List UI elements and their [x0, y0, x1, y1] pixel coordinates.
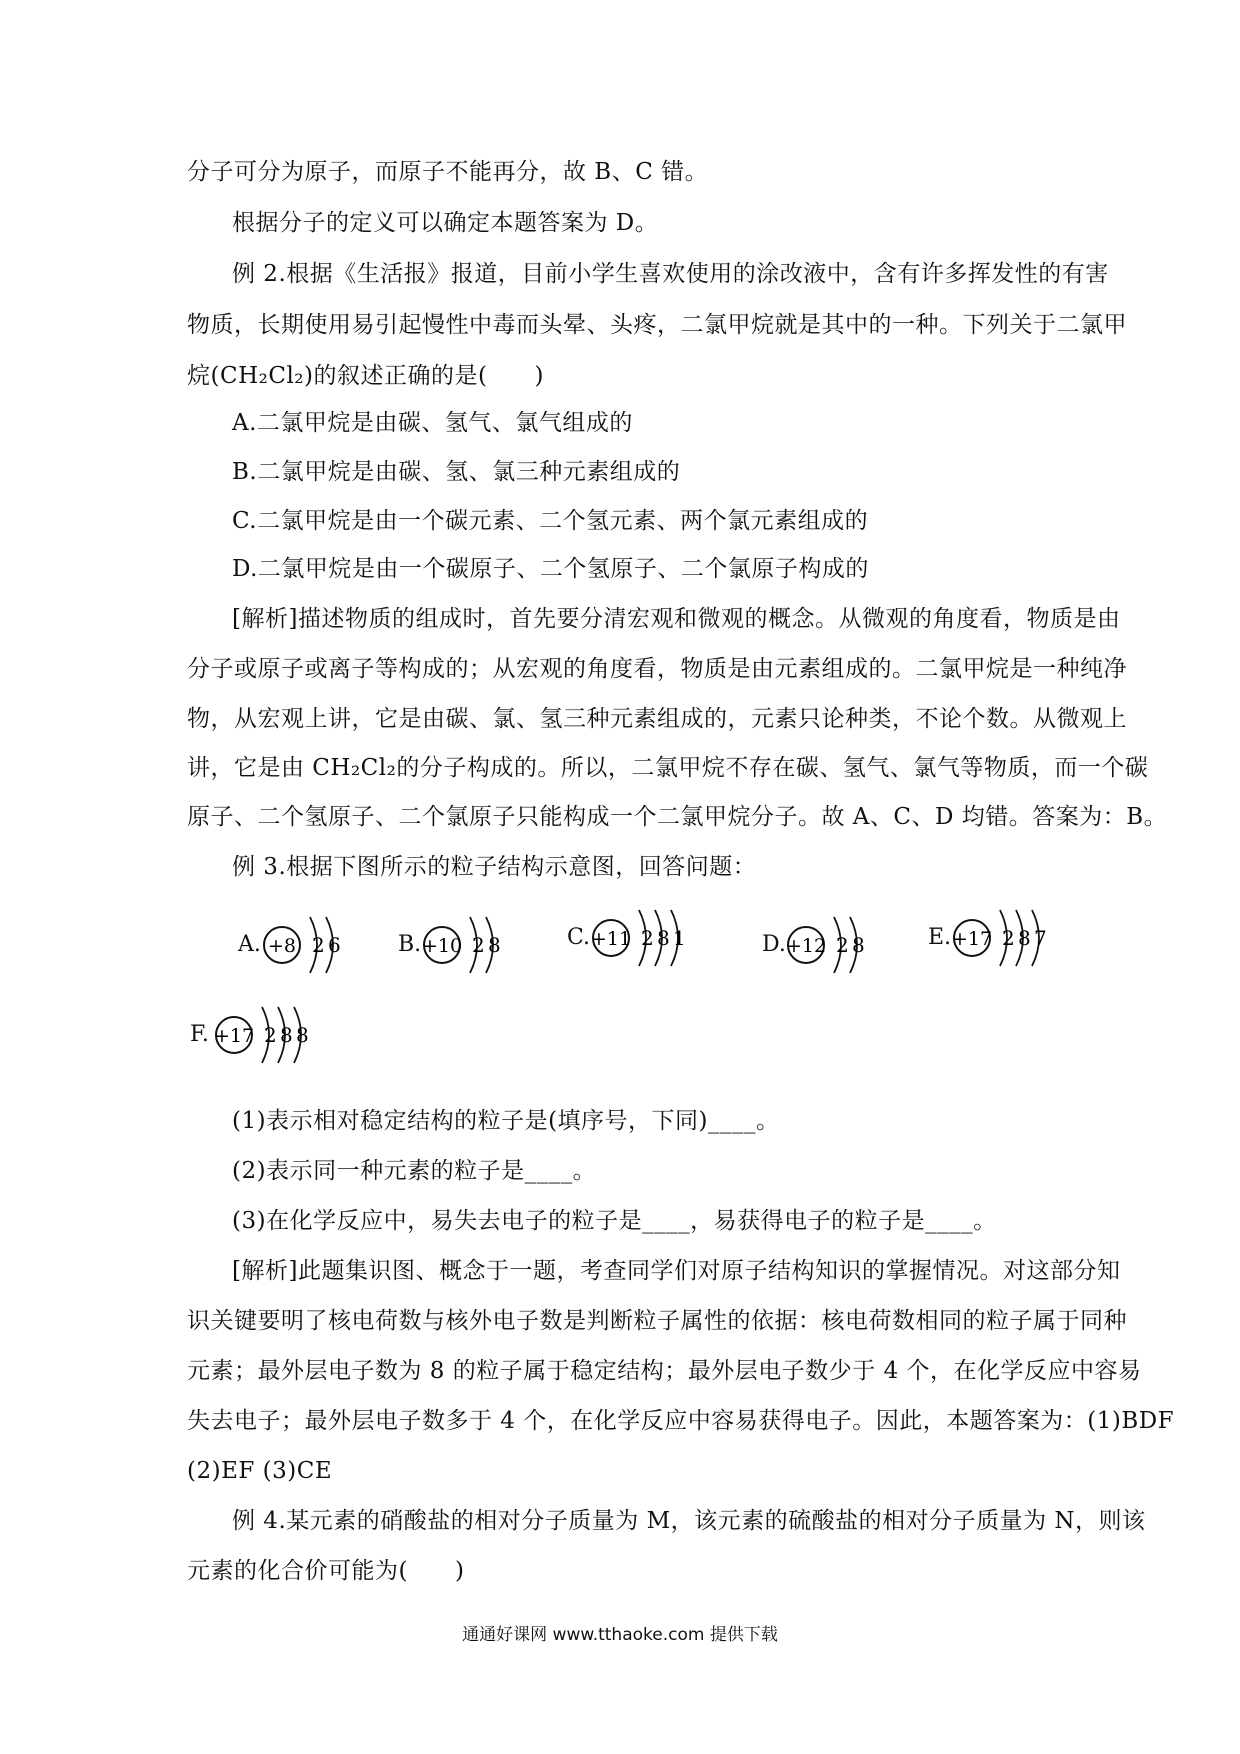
- nucleus-charge: +10: [421, 935, 463, 957]
- option-line: C.二氯甲烷是由一个碳元素、二个氢元素、两个氯元素组成的: [232, 508, 869, 534]
- page-footer: 通通好课网 www.tthaoke.com 提供下载: [462, 1625, 778, 1645]
- atom-letter: F.: [190, 1022, 209, 1047]
- electron-count: 2: [836, 933, 849, 957]
- electron-count: 2: [312, 933, 325, 957]
- question-line: (3)在化学反应中，易失去电子的粒子是____，易获得电子的粒子是____。: [232, 1208, 997, 1234]
- electron-count: 8: [657, 926, 670, 950]
- option-line: A.二氯甲烷是由碳、氢气、氯气组成的: [232, 410, 633, 436]
- option-line: B.二氯甲烷是由碳、氢、氯三种元素组成的: [232, 459, 681, 485]
- atom-diagram-a: [238, 900, 368, 980]
- text-line: 根据分子的定义可以确定本题答案为 D。: [232, 210, 659, 236]
- text-line: 失去电子；最外层电子数多于 4 个，在化学反应中容易获得电子。因此，本题答案为：(1)BDF: [187, 1408, 1175, 1434]
- atom-diagram-c: [567, 893, 727, 973]
- nucleus-charge: +11: [590, 928, 632, 950]
- electron-count: 2: [1002, 926, 1015, 950]
- text-line: 讲，它是由 CH₂Cl₂的分子构成的。所以，二氯甲烷不存在碳、氢气、氯气等物质，而一个碳: [187, 755, 1149, 781]
- atom-letter: E.: [928, 925, 952, 950]
- atom-structure-svg: [589, 893, 729, 983]
- text-line: 原子、二个氢原子、二个氯原子只能构成一个二氯甲烷分子。故 A、C、D 均错。答案为：B。: [187, 804, 1168, 830]
- text-line: 例 4.某元素的硝酸盐的相对分子质量为 M，该元素的硫酸盐的相对分子质量为 N，则该: [232, 1508, 1146, 1534]
- question-line: (2)表示同一种元素的粒子是____。: [232, 1158, 597, 1184]
- nucleus-charge: +8: [267, 935, 297, 957]
- nucleus-charge: +17: [213, 1025, 255, 1047]
- nucleus-charge: +12: [785, 935, 827, 957]
- electron-count: 7: [1034, 926, 1047, 950]
- nucleus-charge: +17: [951, 928, 993, 950]
- atom-diagram-d: [762, 900, 892, 980]
- electron-count: 2: [264, 1023, 277, 1047]
- text-line: [解析]此题集识图、概念于一题，考查同学们对原子结构知识的掌握情况。对这部分知: [232, 1258, 1121, 1284]
- text-line: 烷(CH₂Cl₂)的叙述正确的是( ): [187, 363, 544, 389]
- atom-diagram-f: [190, 990, 350, 1070]
- atom-letter: A.: [238, 932, 261, 957]
- electron-count: 2: [641, 926, 654, 950]
- atom-structure-svg: [212, 990, 352, 1080]
- electron-count: 8: [296, 1023, 309, 1047]
- text-line: 分子或原子或离子等构成的；从宏观的角度看，物质是由元素组成的。二氯甲烷是一种纯净: [187, 656, 1127, 682]
- text-line: 识关键要明了核电荷数与核外电子数是判断粒子属性的依据：核电荷数相同的粒子属于同种: [187, 1308, 1127, 1334]
- electron-count: 8: [280, 1023, 293, 1047]
- atom-structure-svg: [950, 893, 1090, 983]
- atom-structure-svg: [784, 900, 924, 990]
- text-line: (2)EF (3)CE: [187, 1458, 333, 1484]
- electron-count: 6: [328, 933, 341, 957]
- question-line: (1)表示相对稳定结构的粒子是(填序号，下同)____。: [232, 1108, 780, 1134]
- atom-diagram-b: [398, 900, 528, 980]
- atom-letter: B.: [398, 932, 422, 957]
- electron-count: 8: [852, 933, 865, 957]
- text-line: 物，从宏观上讲，它是由碳、氯、氢三种元素组成的，元素只论种类，不论个数。从微观上: [187, 706, 1127, 732]
- text-line: 元素；最外层电子数为 8 的粒子属于稳定结构；最外层电子数少于 4 个，在化学反应中容易: [187, 1358, 1142, 1384]
- atom-letter: D.: [762, 932, 786, 957]
- text-line: [解析]描述物质的组成时，首先要分清宏观和微观的概念。从微观的角度看，物质是由: [232, 606, 1121, 632]
- electron-count: 8: [488, 933, 501, 957]
- text-line: 例 2.根据《生活报》报道，目前小学生喜欢使用的涂改液中，含有许多挥发性的有害: [232, 261, 1109, 287]
- text-line: 分子可分为原子，而原子不能再分，故 B、C 错。: [187, 159, 709, 185]
- electron-count: 8: [1018, 926, 1031, 950]
- electron-count: 1: [673, 926, 686, 950]
- text-line: 物质，长期使用易引起慢性中毒而头晕、头疼，二氯甲烷就是其中的一种。下列关于二氯甲: [187, 312, 1127, 338]
- atom-structure-svg: [420, 900, 560, 990]
- text-line: 例 3.根据下图所示的粒子结构示意图，回答问题：: [232, 854, 757, 880]
- atom-diagram-e: [928, 893, 1088, 973]
- option-line: D.二氯甲烷是由一个碳原子、二个氢原子、二个氯原子构成的: [232, 556, 869, 582]
- electron-count: 2: [472, 933, 485, 957]
- atom-letter: C.: [567, 925, 591, 950]
- text-line: 元素的化合价可能为( ): [187, 1558, 465, 1584]
- atom-structure-svg: [260, 900, 400, 990]
